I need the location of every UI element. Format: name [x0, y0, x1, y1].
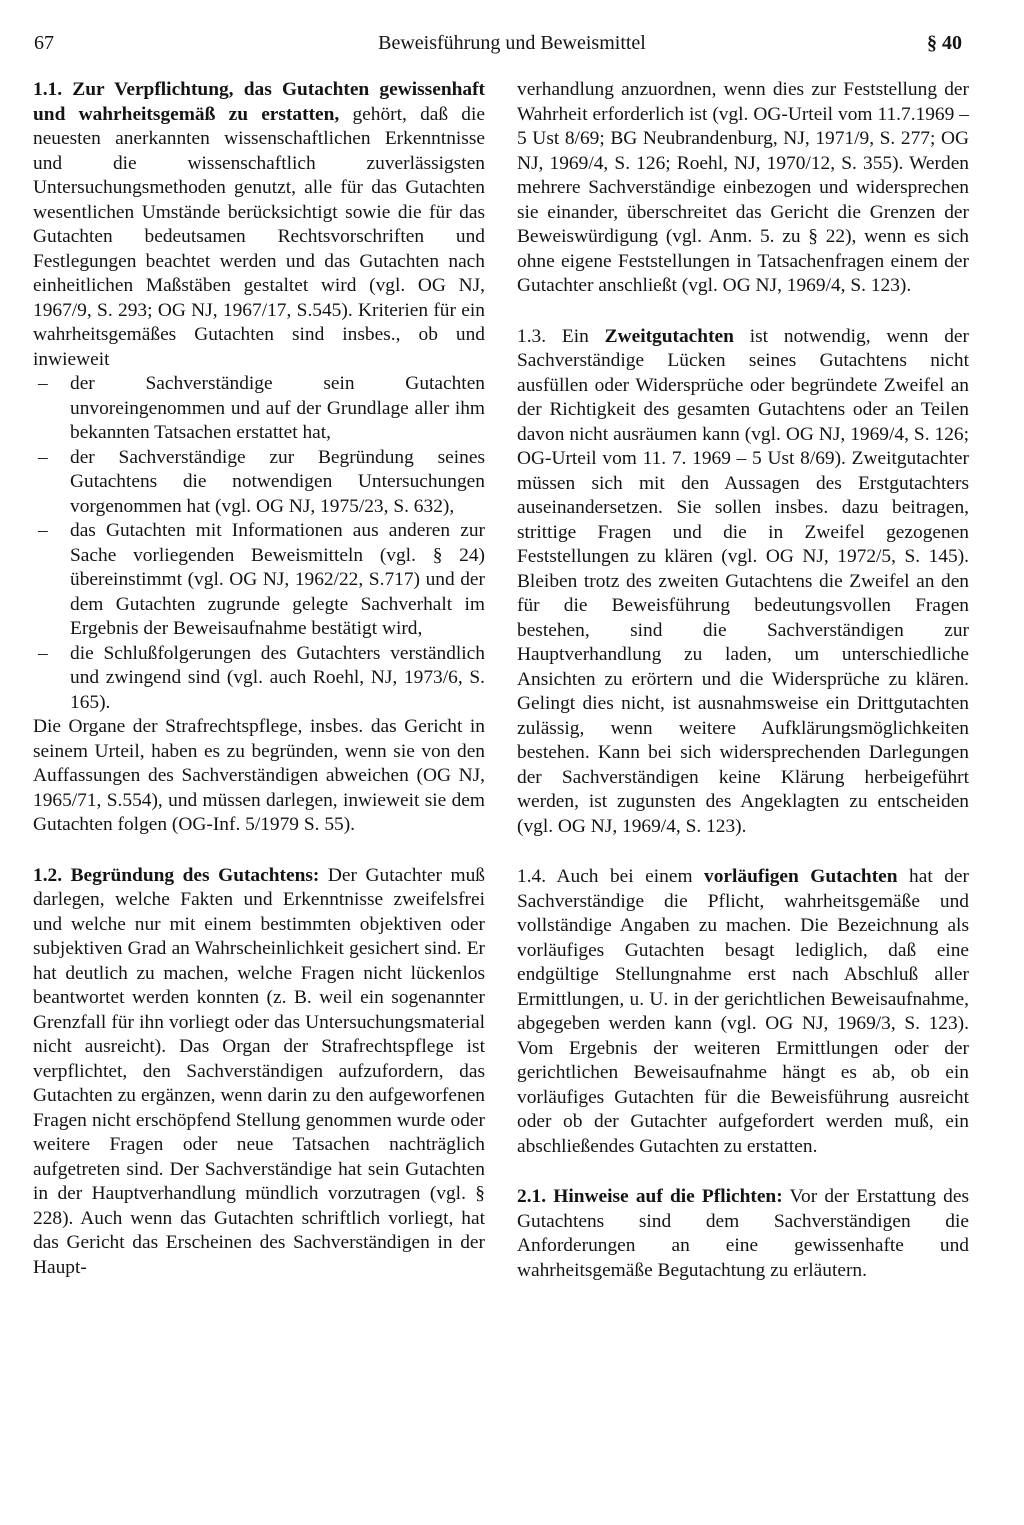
paragraph-1-4	[517, 865, 969, 1159]
paragraph-1-4-number: 1.4. Auch bei einem	[517, 866, 705, 887]
page-header	[0, 28, 1024, 58]
list-item	[33, 372, 485, 446]
list-item	[33, 446, 485, 520]
section-mark: § 40	[927, 32, 962, 54]
paragraph-2-1-text: Vor der Erstattung des Gutachtens sind dem Sachverständigen die Anforderungen an eine gewissenhafte und wahrheitsgemäße Begutachtung zu erläutern.	[517, 1186, 969, 1281]
criteria-list	[33, 372, 485, 715]
page-number: 67	[34, 32, 54, 54]
paragraph-1-1-closing: Die Organe der Strafrechtspflege, insbes. das Gericht in seinem Urteil, haben es zu begründen, wenn sie von den Auffassungen des Sachverständigen abweichen (OG NJ, 1965/71, S.554), und müssen darlegen, inwieweit sie dem Gutachten folgen (OG-Inf. 5/1979 S. 55).	[33, 716, 485, 835]
paragraph-1-3-text: ist notwendig, wenn der Sachverständige Lücken seines Gutachtens nicht ausfüllen oder Widersprüche oder begründete Zweifel an der Richtigkeit des gesamten Gutachtens oder an Teilen davon nicht ausräumen kann (vgl. OG NJ, 1969/4, S. 126; OG-Urteil vom 11. 7. 1969 – 5 Ust 8/69). Zweitgutachter müssen sich mit den Aussagen des Erstgutachters auseinandersetzen. Sie sollen insbes. dazu beitragen, strittige Fragen und die in Zweifel gezogenen Feststellungen zu klären (vgl. OG NJ, 1972/5, S. 145). Bleiben trotz des zweiten Gutachtens die Zweifel an den für die Beweisführung bedeutungsvollen Fragen bestehen, sind die Sachverständigen zur Hauptverhandlung zu laden, um unterschiedliche Ansichten zu erörtern und die Widersprüche zu klären. Gelingt dies nicht, ist ausnahmsweise ein Drittgutachten zulässig, wenn weitere Aufklärungsmöglichkeiten bestehen. Kann bei sich widersprechenden Darlegungen der Sachverständigen keine Klärung herbeigeführt werden, ist zugunsten des Angeklagten zu entscheiden (vgl. OG NJ, 1969/4, S. 123).	[517, 325, 969, 837]
paragraph-2-1	[517, 1185, 969, 1283]
paragraph-1-4-text: hat der Sachverständige die Pflicht, wahrheitsgemäße und vollständige Angaben zu machen. Die Bezeichnung als vorläufiges Gutachten besagt lediglich, daß eine endgültige Stellungnahme erst nach Abschluß aller Ermittlungen, u. U. in der gerichtlichen Beweisaufnahme, abgegeben werden kann (vgl. OG NJ, 1969/3, S. 123). Vom Ergebnis der weiteren Ermittlungen oder der gerichtlichen Beweisaufnahme hängt es ab, ob ein vorläufiges Gutachten für die Beweisführung ausreicht oder ob der Gutachter aufgefordert werden muß, ein abschließendes Gutachten zu erstatten.	[517, 866, 969, 1157]
paragraph-1-1-heading: 1.1. Zur Verpflichtung, das Gutachten gewissenhaft und wahrheitsgemäß zu erstatten,	[33, 79, 485, 125]
list-item-text: die Schlußfolgerungen des Gutachters verständlich und zwingend sind (vgl. auch Roehl, NJ, 1973/6, S. 165).	[70, 642, 485, 713]
list-item	[33, 519, 485, 642]
dash-bullet: –	[38, 520, 48, 541]
paragraph-1-3	[517, 325, 969, 840]
paragraph-1-3-number: 1.3. Ein	[517, 325, 605, 347]
right-column	[517, 78, 969, 1283]
paragraph-1-2	[33, 864, 485, 1281]
list-item-text: der Sachverständige zur Begründung seines Gutachtens die notwendigen Untersuchungen vorgenommen hat (vgl. OG NJ, 1975/23, S. 632),	[70, 446, 485, 517]
list-item	[33, 642, 485, 716]
paragraph-1-1-text: gehört, daß die neuesten anerkannten wissenschaftlichen Erkenntnisse und die wissenschaftlich zuverlässigsten Untersuchungsmethoden genutzt, alle für das Gutachten wesentlichen Umstände berücksichtigt sowie die für das Gutachten bedeutsamen Rechtsvorschriften und Festlegungen beachtet werden und das Gutachten nach einheitlichen Maßstäben gestaltet wird (vgl. OG NJ, 1967/9, S. 293; OG NJ, 1967/17, S.545). Kriterien für ein wahrheitsgemäßes Gutachten sind insbes., ob und inwieweit	[33, 103, 485, 370]
dash-bullet: –	[38, 373, 48, 394]
dash-bullet: –	[38, 446, 48, 468]
paragraph-1-1	[33, 78, 485, 372]
paragraph-2-1-heading: 2.1. Hinweise auf die Pflichten:	[517, 1186, 783, 1207]
paragraph-1-2-text: Der Gutachter muß darlegen, welche Fakten und Erkenntnisse zweifelsfrei und welche nur mit einem bestimmten objektiven oder subjektiven Grad an Wahrscheinlichkeit gesichert sind. Er hat deutlich zu machen, welche Fragen nicht lückenlos beantwortet werden konnten (z. B. weil ein sogenannter Grenzfall für ihn vorliegt oder das Untersuchungsmaterial nicht ausreicht). Das Organ der Strafrechtspflege ist verpflichtet, den Sachverständigen aufzufordern, das Gutachten zu ergänzen, wenn darin zu den aufgeworfenen Fragen nicht erschöpfend Stellung genommen wurde oder weitere Fragen oder neue Tatsachen nachträglich aufgetreten sind. Der Sachverständige hat sein Gutachten in der Hauptverhandlung mündlich vorzutragen (vgl. § 228). Auch wenn das Gutachten schriftlich vorliegt, hat das Gericht das Erscheinen des Sachverständigen in der Haupt-	[33, 864, 485, 1278]
list-item-text: das Gutachten mit Informationen aus anderen zur Sache vorliegenden Beweismitteln (vgl. § 24) übereinstimmt (vgl. OG NJ, 1962/22, S.717) und der dem Gutachten zugrunde gelegte Sachverhalt im Ergebnis der Beweisaufnahme bestätigt wird,	[70, 520, 485, 639]
left-column	[33, 78, 485, 1280]
paragraph-1-4-term: vorläufigen Gutachten	[704, 866, 898, 887]
list-item-text: der Sachverständige sein Gutachten unvoreingenommen und auf der Grundlage aller ihm bekannten Tatsachen erstattet hat,	[70, 373, 485, 443]
dash-bullet: –	[38, 642, 48, 664]
paragraph-1-3-term: Zweitgutachten	[604, 325, 734, 347]
running-title: Beweisführung und Beweismittel	[378, 32, 646, 54]
paragraph-1-2-heading: 1.2. Begründung des Gutachtens:	[33, 864, 320, 886]
paragraph-1-2-continued: verhandlung anzuordnen, wenn dies zur Feststellung der Wahrheit erforderlich ist (vgl. OG-Urteil vom 11.7.1969 – 5 Ust 8/69; BG Neubrandenburg, NJ, 1971/9, S. 277; OG NJ, 1969/4, S. 126; Roehl, NJ, 1970/12, S. 355). Werden mehrere Sachverständige einbezogen und widersprechen sie einander, überschreitet das Gericht die Grenzen der Beweiswürdigung (vgl. Anm. 5. zu § 22), wenn es sich ohne eigene Feststellungen in Tatsachenfragen einem der Gutachter anschließt (vgl. OG NJ, 1969/4, S. 123).	[517, 79, 969, 296]
